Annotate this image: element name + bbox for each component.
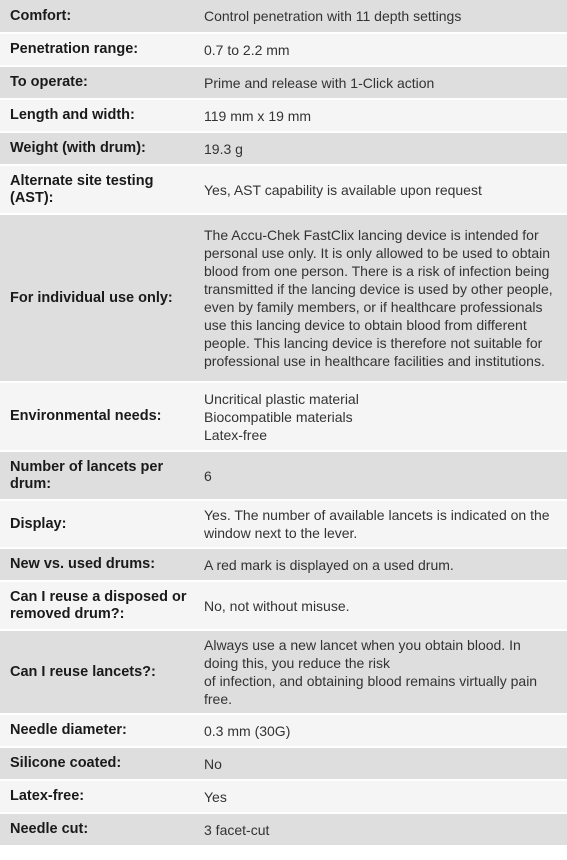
spec-label: Environmental needs: xyxy=(0,382,194,451)
spec-label: New vs. used drums: xyxy=(0,548,194,581)
spec-label: To operate: xyxy=(0,66,194,99)
spec-value: The Accu-Chek FastClix lancing device is intended for personal use only. It is only allowed to be used to obtain blood from one person. There is a risk of infection being transmitted if the lancing device is used by other people, even by family members, or if healthcare professionals use this lancing device to obtain blood from different people. This lancing device is therefore not suitable for professional use in healthcare facilities and institutions. xyxy=(194,214,567,382)
spec-row-reuse-drum xyxy=(0,581,567,630)
spec-value: Yes, AST capability is available upon request xyxy=(194,165,567,214)
spec-row-lancets-per-drum xyxy=(0,451,567,500)
spec-value: 19.3 g xyxy=(194,132,567,165)
spec-value: Yes xyxy=(194,780,567,813)
spec-label: Can I reuse lancets?: xyxy=(0,630,194,714)
spec-row-new-vs-used xyxy=(0,548,567,581)
spec-value: A red mark is displayed on a used drum. xyxy=(194,548,567,581)
spec-value xyxy=(194,630,567,714)
spec-value-line: of infection, and obtaining blood remains virtually pain free. xyxy=(204,673,538,707)
spec-row-needle-diameter xyxy=(0,714,567,747)
spec-value xyxy=(194,382,567,451)
spec-row-to-operate xyxy=(0,66,567,99)
spec-label: Silicone coated: xyxy=(0,747,194,780)
spec-value: Prime and release with 1-Click action xyxy=(194,66,567,99)
spec-label: Length and width: xyxy=(0,99,194,132)
spec-row-display xyxy=(0,500,567,548)
spec-label: Needle cut: xyxy=(0,813,194,846)
spec-value-line: Biocompatible materials xyxy=(204,408,353,425)
spec-row-reuse-lancets xyxy=(0,630,567,714)
spec-value: Yes. The number of available lancets is indicated on the window next to the lever. xyxy=(194,500,567,548)
spec-label: Comfort: xyxy=(0,0,194,33)
spec-value-line: Uncritical plastic material xyxy=(204,390,359,407)
spec-label: Display: xyxy=(0,500,194,548)
spec-label: Needle diameter: xyxy=(0,714,194,747)
spec-label: Weight (with drum): xyxy=(0,132,194,165)
spec-row-latex-free xyxy=(0,780,567,813)
spec-label: Number of lancets per drum: xyxy=(0,451,194,500)
spec-row-penetration-range xyxy=(0,33,567,66)
spec-row-environmental-needs xyxy=(0,382,567,451)
spec-row-weight xyxy=(0,132,567,165)
spec-label: Can I reuse a disposed or removed drum?: xyxy=(0,581,194,630)
spec-value: 0.7 to 2.2 mm xyxy=(194,33,567,66)
spec-label: For individual use only: xyxy=(0,214,194,382)
spec-row-individual-use xyxy=(0,214,567,382)
spec-row-silicone-coated xyxy=(0,747,567,780)
spec-label: Latex-free: xyxy=(0,780,194,813)
spec-row-comfort xyxy=(0,0,567,33)
spec-value: No xyxy=(194,747,567,780)
spec-label: Penetration range: xyxy=(0,33,194,66)
spec-value: 119 mm x 19 mm xyxy=(194,99,567,132)
spec-row-ast xyxy=(0,165,567,214)
spec-value-line: Always use a new lancet when you obtain blood. In doing this, you reduce the risk xyxy=(204,637,521,671)
spec-value: No, not without misuse. xyxy=(194,581,567,630)
spec-value: 0.3 mm (30G) xyxy=(194,714,567,747)
spec-value: 3 facet-cut xyxy=(194,813,567,846)
spec-row-needle-cut xyxy=(0,813,567,846)
spec-value: Control penetration with 11 depth settings xyxy=(194,0,567,33)
spec-value-line: Latex-free xyxy=(204,426,268,443)
spec-label: Alternate site testing (AST): xyxy=(0,165,194,214)
spec-value: 6 xyxy=(194,451,567,500)
spec-row-length-width xyxy=(0,99,567,132)
